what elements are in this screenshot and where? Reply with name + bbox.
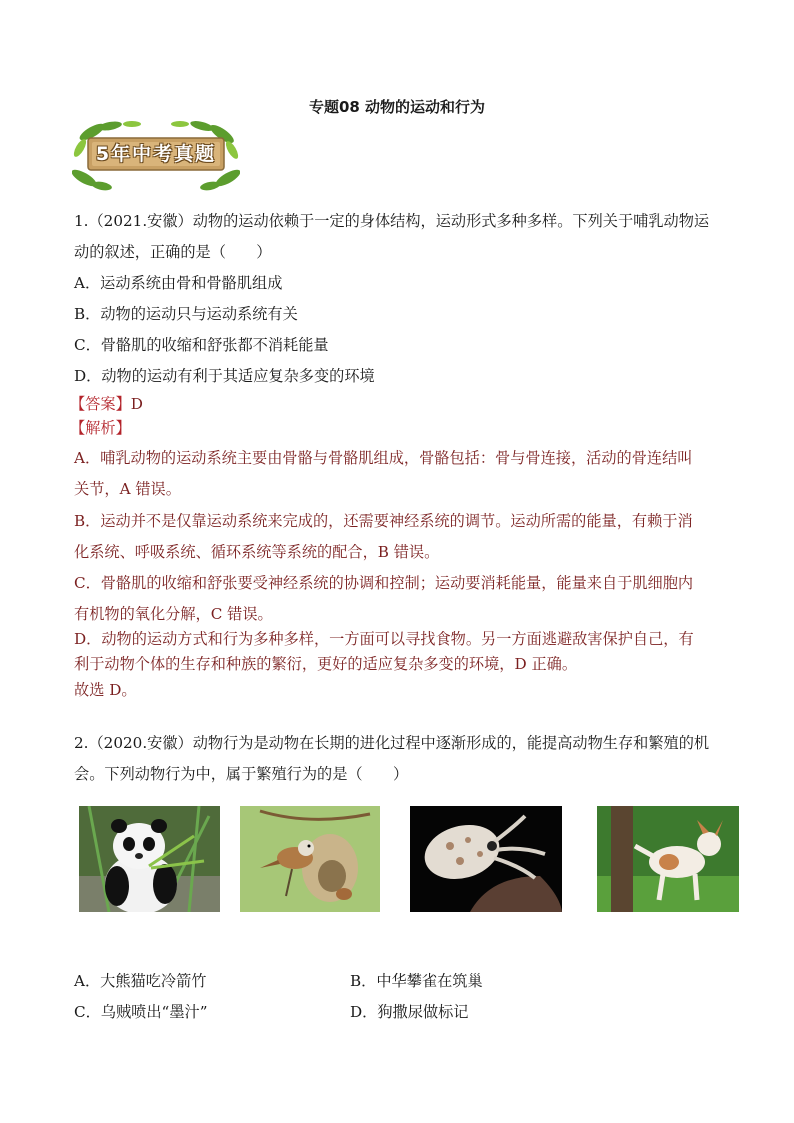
bird-nest-image [240, 806, 380, 912]
page-title: 专题08 动物的运动和行为 [308, 98, 486, 116]
section-badge [72, 118, 240, 192]
q1-stem-line-1: 1.（2021.安徽）动物的运动依赖于一定的身体结构，运动形式多种多样。下列关于哺乳动物运 [74, 212, 710, 230]
q1-option-b: B．动物的运动只与运动系统有关 [74, 305, 298, 323]
section-badge-text: 5年中考真题 [95, 143, 217, 165]
q1-option-a: A．运动系统由骨和骨骼肌组成 [74, 274, 283, 292]
analysis-line: C．骨骼肌的收缩和舒张要受神经系统的协调和控制；运动要消耗能量，能量来自于肌细胞内 [74, 574, 694, 592]
analysis-line: 化系统、呼吸系统、循环系统等系统的配合，B 错误。 [74, 543, 440, 561]
analysis-line: 有机物的氧化分解，C 错误。 [74, 605, 273, 623]
q1-stem-line-2: 动的叙述，正确的是（ ） [74, 243, 272, 261]
squid-image [410, 806, 562, 912]
q1-answer [70, 394, 720, 414]
q2-option-b: B．中华攀雀在筑巢 [350, 972, 483, 990]
q2-stem-line-1: 2.（2020.安徽）动物行为是动物在长期的进化过程中逐渐形成的，能提高动物生存和繁殖的机 [74, 734, 710, 752]
dog-image [597, 806, 739, 912]
q2-option-d: D．狗撒尿做标记 [350, 1003, 469, 1021]
q2-option-c: C．乌贼喷出“墨汁” [74, 1003, 208, 1021]
answer-label: 【答案】 [70, 395, 131, 413]
analysis-conclusion: 故选 D。 [74, 681, 137, 699]
q1-option-c: C．骨骼肌的收缩和舒张都不消耗能量 [74, 336, 329, 354]
q1-option-d: D．动物的运动有利于其适应复杂多变的环境 [74, 367, 375, 385]
q2-stem-line-2: 会。下列动物行为中，属于繁殖行为的是（ ） [74, 765, 409, 783]
analysis-line: A．哺乳动物的运动系统主要由骨骼与骨骼肌组成，骨骼包括：骨与骨连接，活动的骨连结叫 [74, 449, 693, 467]
q2-option-a: A．大熊猫吃冷箭竹 [74, 972, 207, 990]
analysis-line: 关节，A 错误。 [74, 480, 181, 498]
answer-value: D [130, 395, 143, 413]
analysis-line: 利于动物个体的生存和种族的繁衍，更好的适应复杂多变的环境，D 正确。 [74, 655, 578, 673]
analysis-label: 【解析】 [70, 419, 131, 437]
analysis-line: D．动物的运动方式和行为多种多样，一方面可以寻找食物。另一方面逃避敌害保护自己，有 [74, 630, 694, 648]
analysis-line: B．运动并不是仅靠运动系统来完成的，还需要神经系统的调节。运动所需的能量，有赖于消 [74, 512, 693, 530]
panda-image [79, 806, 220, 912]
